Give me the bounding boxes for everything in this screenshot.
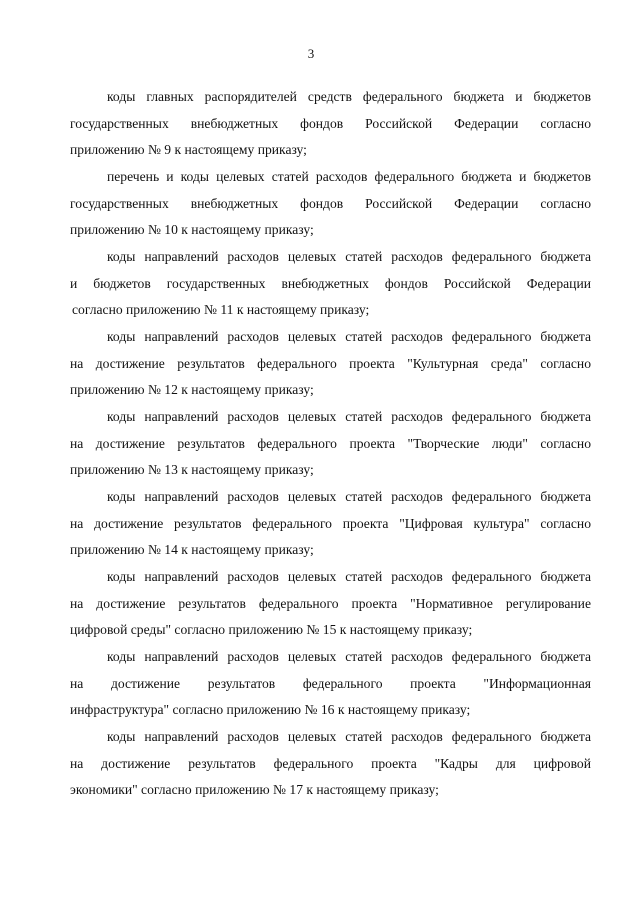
paragraph-line: на достижение результатов федерального проекта "Нормативное регулирование	[70, 595, 591, 611]
paragraph-line: приложению № 14 к настоящему приказу;	[70, 542, 314, 557]
page-number: 3	[307, 46, 315, 61]
paragraph-line: государственных внебюджетных фондов Российской Федерации согласно	[70, 195, 591, 211]
paragraph-7	[70, 564, 591, 644]
paragraph-line: на достижение результатов федерального проекта "Информационная	[70, 675, 591, 691]
paragraph-line: приложению № 9 к настоящему приказу;	[70, 142, 307, 157]
paragraph-line: коды направлений расходов целевых статей расходов федерального бюджета	[107, 569, 591, 584]
paragraph-line: экономики" согласно приложению № 17 к настоящему приказу;	[70, 782, 439, 797]
paragraph-line: перечень и коды целевых статей расходов федерального бюджета и бюджетов	[107, 169, 591, 184]
paragraph-line: коды направлений расходов целевых статей расходов федерального бюджета	[107, 249, 591, 264]
paragraph-line: приложению № 10 к настоящему приказу;	[70, 222, 314, 237]
paragraph-2	[70, 164, 591, 244]
paragraph-1	[70, 84, 591, 164]
paragraph-line: приложению № 12 к настоящему приказу;	[70, 382, 314, 397]
paragraph-line: коды направлений расходов целевых статей расходов федерального бюджета	[107, 489, 591, 504]
paragraph-3	[70, 244, 591, 324]
paragraph-line: коды направлений расходов целевых статей расходов федерального бюджета	[107, 729, 591, 744]
paragraph-8	[70, 644, 591, 724]
paragraph-line: на достижение результатов федерального проекта "Цифровая культура" согласно	[70, 515, 591, 531]
document-body	[70, 84, 591, 804]
paragraph-6	[70, 484, 591, 564]
paragraph-line: цифровой среды" согласно приложению № 15 к настоящему приказу;	[70, 622, 473, 637]
paragraph-line: на достижение результатов федерального проекта "Кадры для цифровой	[70, 755, 591, 771]
paragraph-line: и бюджетов государственных внебюджетных фондов Российской Федерации	[70, 275, 591, 291]
paragraph-line: коды главных распорядителей средств федерального бюджета и бюджетов	[107, 89, 591, 104]
paragraph-4	[70, 324, 591, 404]
paragraph-line: на достижение результатов федерального проекта "Творческие люди" согласно	[70, 435, 591, 451]
paragraph-line: коды направлений расходов целевых статей расходов федерального бюджета	[107, 409, 591, 424]
paragraph-line: на достижение результатов федерального проекта "Культурная среда" согласно	[70, 355, 591, 371]
paragraph-5	[70, 404, 591, 484]
paragraph-line: согласно приложению № 11 к настоящему приказу;	[72, 302, 370, 317]
paragraph-line: коды направлений расходов целевых статей расходов федерального бюджета	[107, 329, 591, 344]
paragraph-9	[70, 724, 591, 804]
paragraph-line: приложению № 13 к настоящему приказу;	[70, 462, 314, 477]
paragraph-line: государственных внебюджетных фондов Российской Федерации согласно	[70, 115, 591, 131]
paragraph-line: инфраструктура" согласно приложению № 16 к настоящему приказу;	[70, 702, 471, 717]
paragraph-line: коды направлений расходов целевых статей расходов федерального бюджета	[107, 649, 591, 664]
